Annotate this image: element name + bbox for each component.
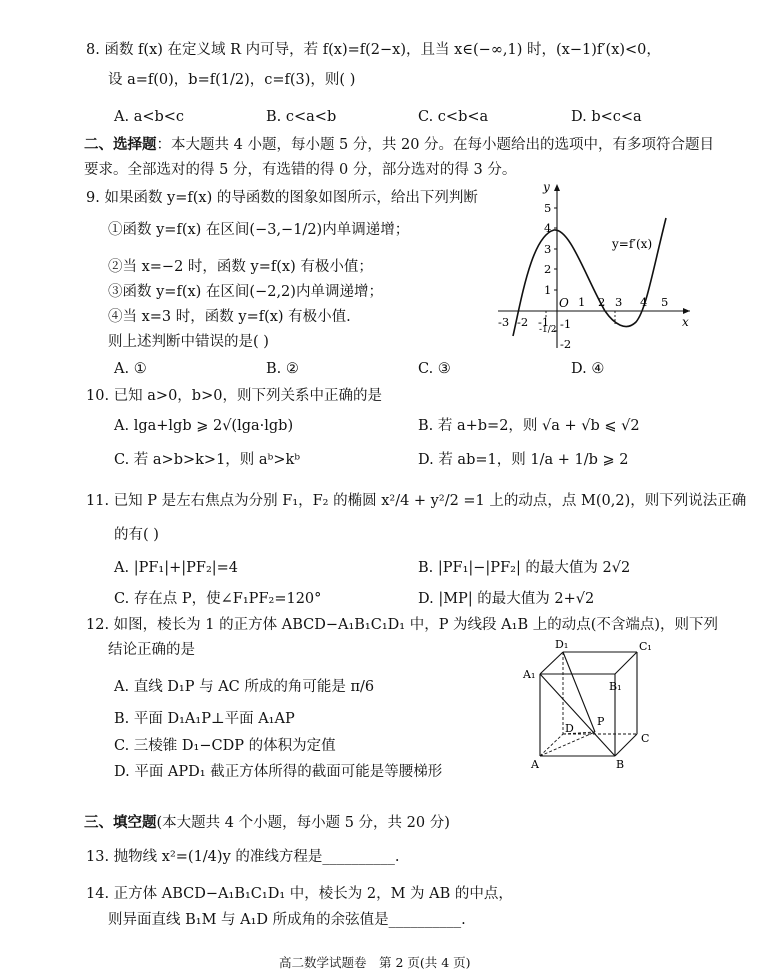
cube-label-A1: A₁ [523, 668, 536, 681]
q8-line1: 8. 函数 f(x) 在定义域 R 内可导，若 f(x)=f(2−x)，且当 x∈(−∞,1) 时，(x−1)f′(x)<0， [86, 42, 661, 58]
cube-label-D: D [565, 722, 574, 735]
q8-option-c: C. c<b<a [418, 109, 489, 125]
q8-option-a: A. a<b<c [114, 109, 185, 125]
section2-desc1: ：本大题共 4 小题，每小题 5 分，共 20 分。在每小题给出的选项中，有多项符合题目 [156, 137, 715, 153]
q9-statement-3: ③函数 y=f(x) 在区间(−2,2)内单调递增； [108, 284, 383, 300]
y-tick-1: 1 [544, 283, 552, 297]
cube-label-D1: D₁ [555, 638, 569, 651]
x-tick-neg3: -3 [498, 315, 510, 329]
x-tick-1: 1 [578, 295, 586, 309]
q8-line2: 设 a=f(0)，b=f(1/2)，c=f(3)，则( ) [108, 72, 356, 88]
x-tick-4: 4 [640, 295, 648, 309]
q10-option-b: B. 若 a+b=2，则 √a + √b ⩽ √2 [418, 418, 640, 434]
cube-label-C1: C₁ [639, 640, 652, 653]
q9-option-c: C. ③ [418, 361, 451, 377]
q11-stem: 11. 已知 P 是左右焦点为分别 F₁，F₂ 的椭圆 x²/4 + y²/2 =1 上的动点，点 M(0,2)，则下列说法正确 [86, 493, 747, 509]
x-axis-label: x [682, 315, 689, 329]
y-tick-4: 4 [544, 221, 552, 235]
x-tick-5: 5 [661, 295, 669, 309]
x-tick-neg-half: -1/2 [539, 325, 557, 335]
y-tick-2: 2 [544, 262, 552, 276]
cube-label-C: C [641, 732, 650, 745]
q14-line1: 14. 正方体 ABCD−A₁B₁C₁D₁ 中，棱长为 2，M 为 AB 的中点， [86, 886, 513, 902]
x-tick-2: 2 [598, 295, 606, 309]
q12-cube-figure [515, 634, 675, 774]
section2-title: 二、选择题 [84, 136, 157, 153]
q12-stem: 12. 如图，棱长为 1 的正方体 ABCD−A₁B₁C₁D₁ 中，P 为线段 A₁B 上的动点(不含端点)，则下列 [86, 617, 719, 633]
q14-line2: 则异面直线 B₁M 与 A₁D 所成角的余弦值是__________. [108, 912, 466, 928]
q9-ask: 则上述判断中错误的是( ) [108, 334, 269, 350]
y-axis-label: y [543, 180, 550, 194]
curve-label: y=f′(x) [612, 237, 653, 251]
y-tick-neg1: -1 [560, 317, 572, 331]
cube-label-A: A [531, 758, 539, 771]
y-axis-arrow [554, 184, 560, 191]
q8-option-d: D. b<c<a [571, 109, 642, 125]
q9-option-b: B. ② [266, 361, 299, 377]
x-tick-3: 3 [615, 295, 623, 309]
cube-label-P: P [597, 715, 605, 728]
q12-option-d: D. 平面 APD₁ 截正方体所得的截面可能是等腰梯形 [114, 764, 443, 780]
q12-option-c: C. 三棱锥 D₁−CDP 的体积为定值 [114, 738, 336, 754]
q12-option-a: A. 直线 D₁P 与 AC 所成的角可能是 π/6 [114, 679, 375, 695]
section3-desc: (本大题共 4 个小题，每小题 5 分，共 20 分) [156, 815, 450, 831]
cube-label-B1: B₁ [609, 680, 622, 693]
x-axis-arrow [683, 308, 690, 314]
q11-option-b: B. |PF₁|−|PF₂| 的最大值为 2√2 [418, 560, 631, 576]
section3-header [84, 813, 450, 833]
q10-stem: 10. 已知 a>0，b>0，则下列关系中正确的是 [86, 388, 382, 404]
q9-statement-1: ①函数 y=f(x) 在区间(−3,−1/2)内单调递增； [108, 222, 410, 238]
q11-stem2: 的有( ) [114, 527, 159, 543]
y-tick-3: 3 [544, 242, 552, 256]
q11-option-a: A. |PF₁|+|PF₂|=4 [114, 560, 239, 576]
q11-option-d: D. |MP| 的最大值为 2+√2 [418, 591, 595, 607]
cube-label-B: B [616, 758, 625, 771]
q10-option-a: A. lga+lgb ⩾ 2√(lga·lgb) [114, 418, 294, 434]
q12-stem2: 结论正确的是 [108, 642, 195, 658]
q13-text: 13. 抛物线 x²=(1/4)y 的准线方程是__________. [86, 849, 400, 865]
derivative-curve [513, 218, 669, 336]
q9-derivative-graph [490, 178, 700, 356]
q11-option-c: C. 存在点 P，使∠F₁PF₂=120° [114, 591, 322, 607]
q9-statement-4: ④当 x=3 时，函数 y=f(x) 有极小值. [108, 309, 351, 325]
q8-option-b: B. c<a<b [266, 109, 337, 125]
section3-title: 三、填空题 [84, 814, 157, 831]
y-tick-5: 5 [544, 201, 552, 215]
q10-option-d: D. 若 ab=1，则 1/a + 1/b ⩾ 2 [418, 452, 629, 468]
q9-option-a: A. ① [114, 361, 147, 377]
origin-label: O [559, 296, 569, 310]
y-tick-neg2: -2 [560, 337, 572, 351]
q10-option-c: C. 若 a>b>k>1，则 aᵇ>kᵇ [114, 452, 301, 468]
q9-statement-2: ②当 x=−2 时，函数 y=f(x) 有极小值； [108, 259, 373, 275]
q9-option-d: D. ④ [571, 361, 605, 377]
q9-stem: 9. 如果函数 y=f(x) 的导函数的图象如图所示，给出下列判断 [86, 190, 478, 206]
x-tick-neg2: -2 [517, 315, 529, 329]
x-tick-neg1: -1 [538, 315, 550, 329]
section2-desc2: 要求。全部选对的得 5 分，有选错的得 0 分，部分选对的得 3 分。 [84, 162, 517, 178]
q12-option-b: B. 平面 D₁A₁P⊥平面 A₁AP [114, 711, 295, 727]
page-footer: 高二数学试题卷 第 2 页(共 4 页) [279, 955, 471, 970]
section2-header [84, 135, 714, 155]
